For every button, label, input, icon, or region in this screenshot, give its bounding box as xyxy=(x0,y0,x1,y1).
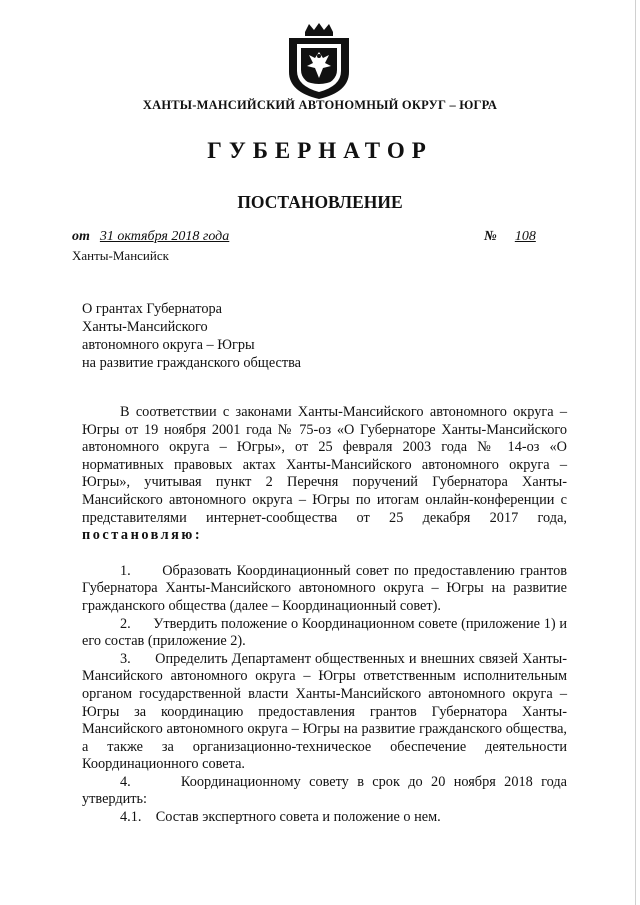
item-number: 4. xyxy=(120,773,131,790)
item-text: Координационному совету в срок до 20 ноября 2018 года утвердить: xyxy=(82,773,567,808)
list-item xyxy=(82,774,567,809)
list-item xyxy=(82,616,567,651)
item-text: Состав экспертного совета и положение о нем. xyxy=(155,809,441,826)
number-line xyxy=(484,229,552,245)
subject-line: Ханты-Мансийского xyxy=(82,319,208,335)
item-number: 1. xyxy=(120,562,131,579)
document-type: ПОСТАНОВЛЕНИЕ xyxy=(237,192,403,212)
subject-line: автономного округа – Югры xyxy=(82,337,255,353)
number-prefix: № xyxy=(484,229,497,244)
page-edge xyxy=(635,0,636,905)
document-number: 108 xyxy=(514,229,536,244)
item-text: Образовать Координационный совет по предоставлению грантов Губернатора Ханты-Мансийского автономного округа – Югры на развитие гражданского общества (далее – Координационный совет). xyxy=(82,562,567,614)
preamble-text: В соответствии с законами Ханты-Мансийского автономного округа – Югры от 19 ноября 2001 года № 75-оз «О Губернаторе Ханты-Мансийского автономного округа – Югры», от 25 февраля 2003 года № 14-оз «О нормативных правовых актах Ханты-Мансийского автономного округа – Югры», учитывая пункт 2 Перечня поручений Губернатора Ханты-Мансийского автономного округа – Югры по итогам онлайн-конференции с представителями интернет-сообщества от 25 декабря 2017 года, xyxy=(82,404,567,526)
item-text: Определить Департамент общественных и внешних связей Ханты-Мансийского автономного округа – Югры ответственным исполнительным органом государственной власти Ханты-Мансийского автономного округа – Югры за координацию предоставления грантов Губернатора Ханты-Мансийского автономного округа – Югры на развитие гражданского общества, а также за организационно-техническое обеспечение деятельности Координационного совета. xyxy=(82,650,567,773)
list-item xyxy=(82,651,567,774)
document-date: 31 октября 2018 года xyxy=(99,229,230,244)
preamble xyxy=(82,404,567,545)
region-title: ХАНТЫ-МАНСИЙСКИЙ АВТОНОМНЫЙ ОКРУГ – ЮГРА xyxy=(142,98,498,112)
document-body xyxy=(82,404,567,827)
list-item xyxy=(82,809,567,827)
subject-line: на развитие гражданского общества xyxy=(82,355,302,371)
coat-of-arms-icon xyxy=(283,22,355,100)
item-number: 2. xyxy=(120,615,131,632)
resolve-word: постановляю: xyxy=(82,527,203,544)
item-text: Утвердить положение о Координационном совете (приложение 1) и его состав (приложение 2). xyxy=(82,615,567,650)
list-item xyxy=(82,563,567,616)
date-line xyxy=(72,229,243,245)
subject-line: О грантах Губернатора xyxy=(82,301,222,317)
document-subject xyxy=(82,300,301,372)
item-number: 3. xyxy=(120,650,131,667)
city: Ханты-Мансийск xyxy=(72,248,169,263)
authority-title: ГУБЕРНАТОР xyxy=(207,138,433,163)
date-prefix: от xyxy=(72,229,90,244)
item-number: 4.1. xyxy=(120,809,142,826)
